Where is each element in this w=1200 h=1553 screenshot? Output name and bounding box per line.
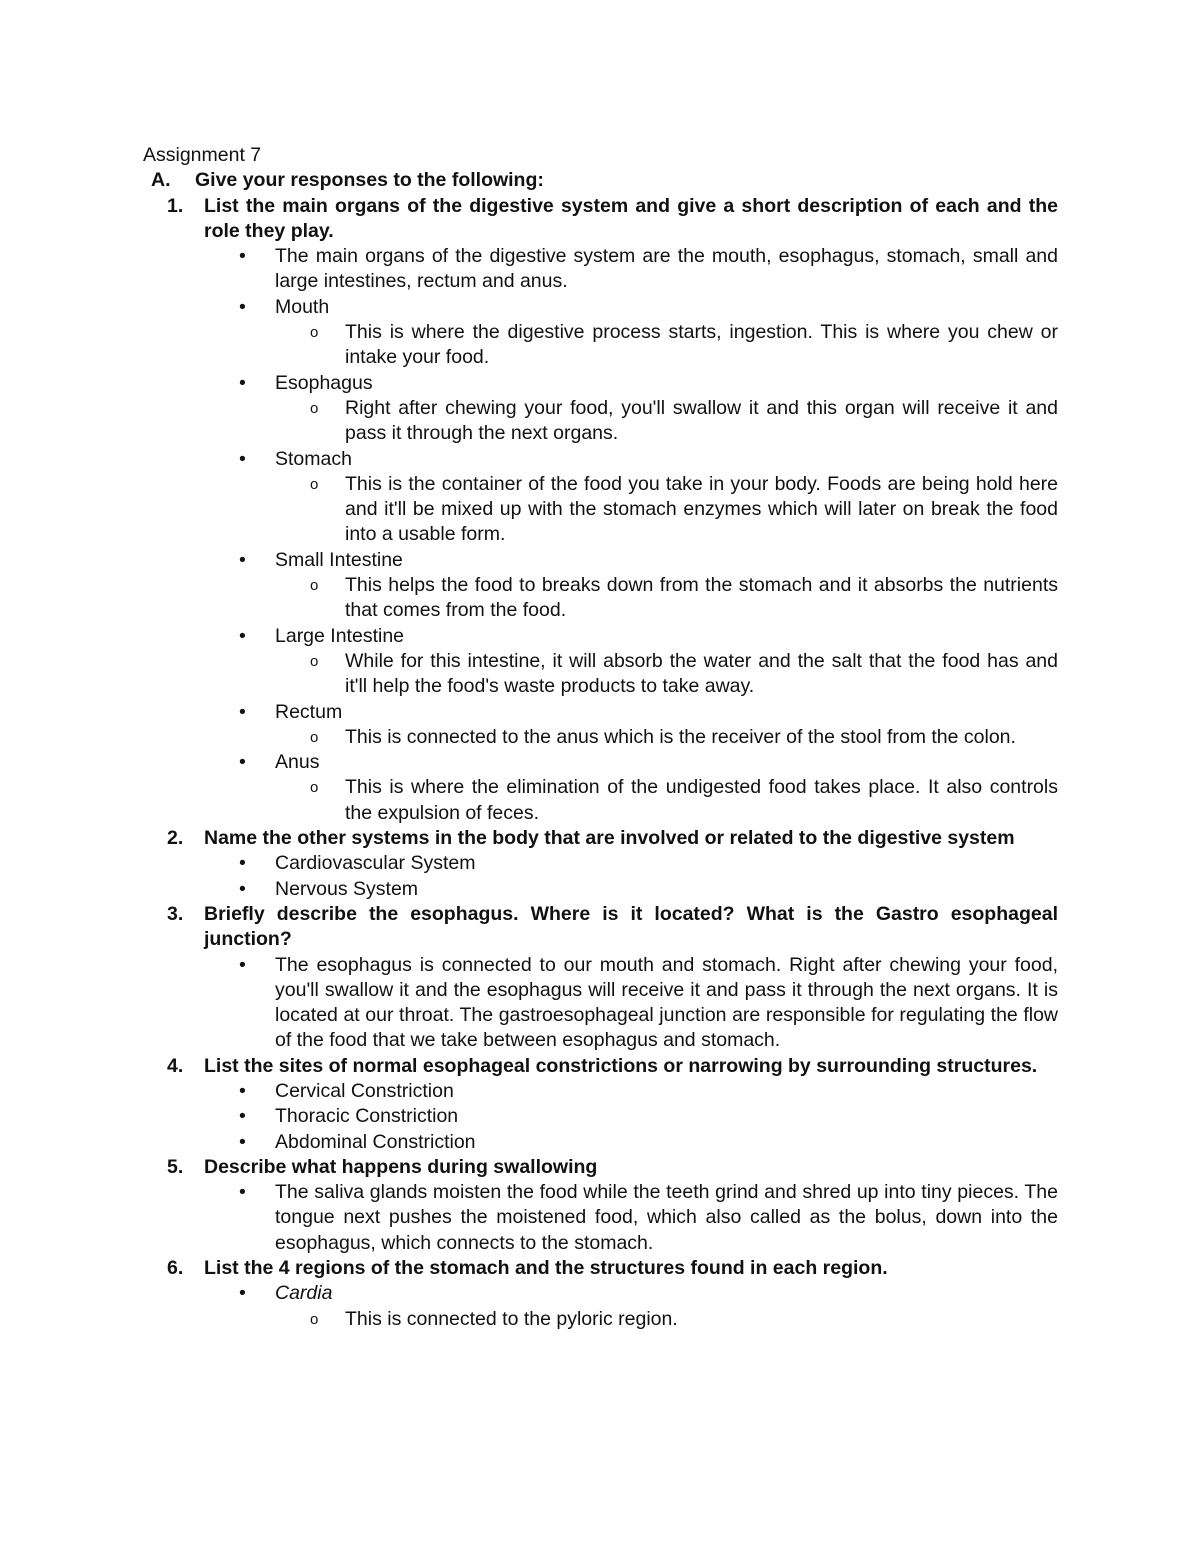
bullet-icon: • <box>239 245 246 268</box>
question-5 <box>143 1155 1058 1180</box>
organ-desc-item <box>143 320 1058 371</box>
organ-description: This is where the elimination of the undigested food takes place. It also controls the expulsion of feces. <box>345 776 1058 824</box>
question-text: Name the other systems in the body that are involved or related to the digestive system <box>204 827 1015 850</box>
organ-name: Small Intestine <box>275 548 403 571</box>
organ-desc-item <box>143 396 1058 447</box>
bullet-icon: • <box>239 1130 246 1153</box>
bullet-icon: • <box>239 624 246 647</box>
answer-text: The esophagus is connected to our mouth and stomach. Right after chewing your food, you'll swallow it and the esophagus will receive it and pass it through the next organs. It is located at our throat. The gastroesophageal junction are responsible for regulating the flow of the food that we take between esophagus and stomach. <box>275 953 1058 1052</box>
bullet-icon: • <box>239 1282 246 1305</box>
answer-text: The saliva glands moisten the food while the teeth grind and shred up into tiny pieces. The tongue next pushes the moistened food, which also called as the bolus, down into the esophagus, which connects to the stomach. <box>275 1181 1058 1254</box>
list-item <box>143 851 1058 876</box>
list-item <box>143 1104 1058 1129</box>
question-text: Describe what happens during swallowing <box>204 1155 598 1178</box>
constriction-name: Thoracic Constriction <box>275 1105 459 1128</box>
bullet-icon: • <box>239 852 246 875</box>
bullet-icon: • <box>239 447 246 470</box>
organ-description: This is where the digestive process starts, ingestion. This is where you chew or intake your food. <box>345 321 1058 369</box>
question-4 <box>143 1054 1058 1079</box>
list-item <box>143 1130 1058 1155</box>
organ-desc-item <box>143 775 1058 826</box>
question-number: 3. <box>167 902 184 925</box>
list-item <box>143 244 1058 295</box>
system-name: Cardiovascular System <box>275 852 476 875</box>
question-text: Briefly describe the esophagus. Where is it located? What is the Gastro esophageal junction? <box>204 902 1058 951</box>
organ-name: Mouth <box>275 295 330 318</box>
bullet-icon: • <box>239 953 246 976</box>
question-number: 4. <box>167 1054 184 1077</box>
region-description: This is connected to the pyloric region. <box>345 1307 678 1330</box>
organ-item <box>143 548 1058 573</box>
sub-bullet-icon: o <box>310 779 319 797</box>
list-item <box>143 877 1058 902</box>
question-2 <box>143 826 1058 851</box>
organ-description: This helps the food to breaks down from the stomach and it absorbs the nutrients that comes from the food. <box>345 574 1058 622</box>
list-item <box>143 1281 1058 1306</box>
question-number: 2. <box>167 827 184 850</box>
organ-name: Stomach <box>275 447 352 470</box>
organ-item <box>143 750 1058 775</box>
organ-description: While for this intestine, it will absorb the water and the salt that the food has and it'll help the food's waste products to take away. <box>345 649 1058 698</box>
organ-desc-item <box>143 725 1058 750</box>
organ-item <box>143 700 1058 725</box>
system-name: Nervous System <box>275 877 419 900</box>
region-name: Cardia <box>275 1282 333 1305</box>
sub-bullet-icon: o <box>310 1310 319 1328</box>
organ-desc-item <box>143 472 1058 548</box>
bullet-icon: • <box>239 548 246 571</box>
section-label: A. <box>151 169 171 192</box>
bullet-icon: • <box>239 700 246 723</box>
question-text: List the main organs of the digestive system and give a short description of each and the role they play. <box>204 194 1058 242</box>
organ-desc-item <box>143 573 1058 624</box>
question-1 <box>143 194 1058 245</box>
section-a <box>143 168 1058 193</box>
organ-description: This is connected to the anus which is the receiver of the stool from the colon. <box>345 725 1016 748</box>
answer-text: The main organs of the digestive system are the mouth, esophagus, stomach, small and large intestines, rectum and anus. <box>275 245 1058 293</box>
list-item <box>143 953 1058 1054</box>
organ-name: Rectum <box>275 700 343 723</box>
organ-desc-item <box>143 649 1058 700</box>
organ-description: Right after chewing your food, you'll swallow it and this organ will receive it and pass it through the next organs. <box>345 396 1058 445</box>
document-body <box>143 143 1058 1332</box>
question-text: List the 4 regions of the stomach and the structures found in each region. <box>204 1257 888 1280</box>
question-number: 1. <box>167 194 184 217</box>
bullet-icon: • <box>239 371 246 394</box>
organ-item <box>143 624 1058 649</box>
section-title: Give your responses to the following: <box>195 169 544 192</box>
bullet-icon: • <box>239 295 246 318</box>
organ-name: Large Intestine <box>275 624 405 647</box>
organ-item <box>143 295 1058 320</box>
sub-bullet-icon: o <box>310 652 319 670</box>
question-text: List the sites of normal esophageal constrictions or narrowing by surrounding structures. <box>204 1054 1038 1077</box>
organ-description: This is the container of the food you take in your body. Foods are being hold here and it'll be mixed up with the stomach enzymes which will later on break the food into a usable form. <box>345 472 1058 546</box>
list-item <box>143 1180 1058 1256</box>
sub-bullet-icon: o <box>310 399 319 417</box>
sub-bullet-icon: o <box>310 324 319 342</box>
constriction-name: Abdominal Constriction <box>275 1130 476 1153</box>
bullet-icon: • <box>239 1105 246 1128</box>
organ-name: Anus <box>275 751 320 774</box>
question-6 <box>143 1256 1058 1281</box>
bullet-icon: • <box>239 751 246 774</box>
sub-bullet-icon: o <box>310 577 319 595</box>
organ-name: Esophagus <box>275 371 373 394</box>
bullet-icon: • <box>239 877 246 900</box>
organ-item <box>143 447 1058 472</box>
question-number: 5. <box>167 1155 184 1178</box>
bullet-icon: • <box>239 1181 246 1204</box>
question-number: 6. <box>167 1257 184 1280</box>
sub-bullet-icon: o <box>310 728 319 746</box>
sub-bullet-icon: o <box>310 475 319 493</box>
region-desc-item <box>143 1307 1058 1332</box>
list-item <box>143 1079 1058 1104</box>
assignment-title: Assignment 7 <box>143 144 262 166</box>
question-3 <box>143 902 1058 953</box>
organ-item <box>143 371 1058 396</box>
bullet-icon: • <box>239 1079 246 1102</box>
constriction-name: Cervical Constriction <box>275 1079 454 1102</box>
